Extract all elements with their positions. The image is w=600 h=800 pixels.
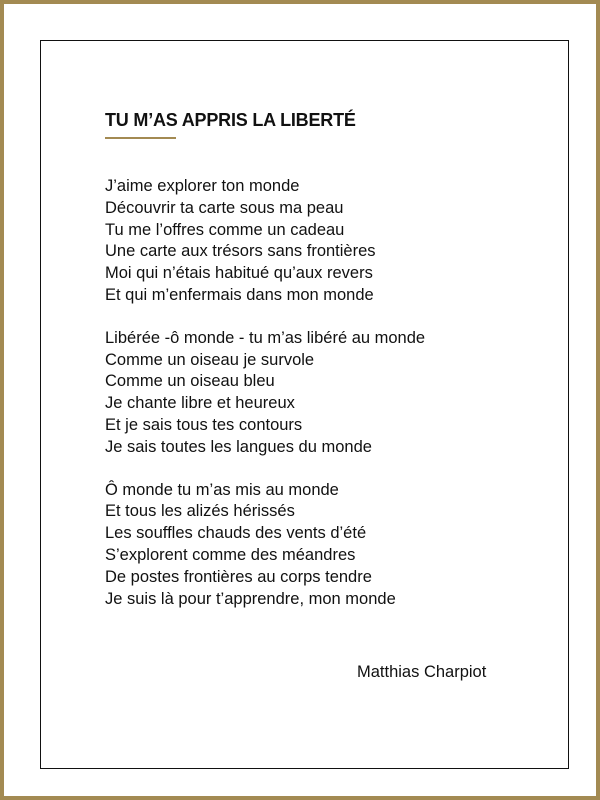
poem-line: Je sais toutes les langues du monde — [105, 437, 372, 456]
poem-line: De postes frontières au corps tendre — [105, 567, 372, 586]
poem-title: TU M’AS APPRIS LA LIBERTÉ — [105, 110, 356, 130]
poem-line: Et qui m’enfermais dans mon monde — [105, 285, 374, 304]
poem-line: Libérée -ô monde - tu m’as libéré au monde — [105, 328, 426, 347]
poem-line: Je suis là pour t’apprendre, mon monde — [105, 589, 396, 608]
poem-line: Comme un oiseau je survole — [105, 350, 315, 369]
poem-line: Je chante libre et heureux — [105, 394, 295, 413]
poem-line: J’aime explorer ton monde — [105, 177, 300, 195]
poem-content — [105, 108, 525, 681]
poem-line: Et je sais tous tes contours — [105, 415, 303, 434]
title-underline — [105, 137, 176, 139]
stanza-1 — [105, 176, 525, 307]
poem-line: Tu me l’offres comme un cadeau — [105, 220, 345, 239]
poem-author: Matthias Charpiot — [357, 663, 487, 681]
poem-line: Comme un oiseau bleu — [105, 372, 275, 391]
poem-line: Moi qui n’étais habitué qu’aux revers — [105, 264, 373, 283]
poem-line: Les souffles chauds des vents d’été — [105, 524, 367, 543]
poem-line: Découvrir ta carte sous ma peau — [105, 198, 344, 217]
poem-line: Une carte aux trésors sans frontières — [105, 242, 376, 261]
inner-black-frame — [40, 40, 569, 769]
poem-line: Ô monde tu m’as mis au monde — [105, 480, 339, 499]
poem-line: Et tous les alizés hérissés — [105, 502, 295, 521]
poem-stanzas — [105, 176, 525, 610]
stanza-3 — [105, 480, 525, 611]
poem-line: S’explorent comme des méandres — [105, 545, 356, 564]
stanza-2 — [105, 328, 525, 459]
